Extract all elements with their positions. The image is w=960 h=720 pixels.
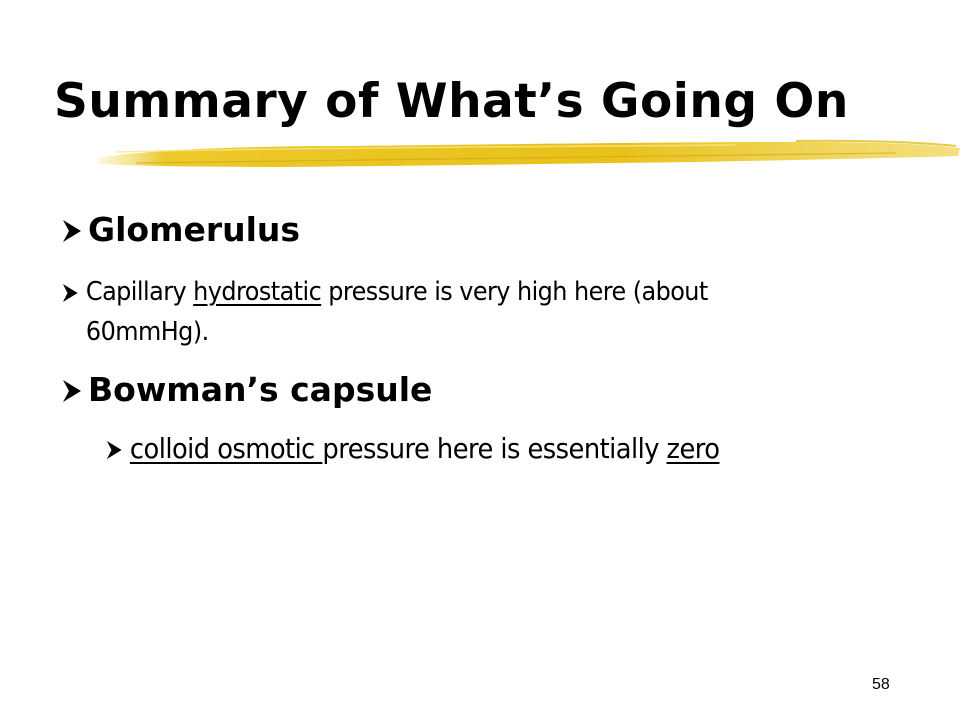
bullet-text: Capillary hydrostatic pressure is very high here (about 60mmHg). <box>85 277 708 347</box>
bullet-text: colloid osmotic pressure here is essentially zero <box>129 432 720 465</box>
bullet-colloid-pressure <box>106 428 824 470</box>
underlined-term: hydrostatic <box>193 277 322 307</box>
underlined-term: colloid osmotic <box>129 432 323 465</box>
slide-title: Summary of What’s Going On <box>54 74 849 129</box>
underlined-term: zero <box>666 432 720 465</box>
bullet-capillary-pressure <box>62 272 816 352</box>
arrow-bullet-icon <box>106 440 130 460</box>
arrow-bullet-icon <box>62 283 86 303</box>
title-underline-brush <box>96 136 960 176</box>
bullet-heading: Bowman’s capsule <box>88 370 433 409</box>
arrow-bullet-icon <box>62 379 88 403</box>
page-number: 58 <box>872 676 890 693</box>
bullet-heading: Glomerulus <box>88 210 301 249</box>
arrow-bullet-icon <box>62 219 88 243</box>
bullet-bowmans-capsule <box>62 370 432 409</box>
bullet-glomerulus <box>62 210 300 249</box>
